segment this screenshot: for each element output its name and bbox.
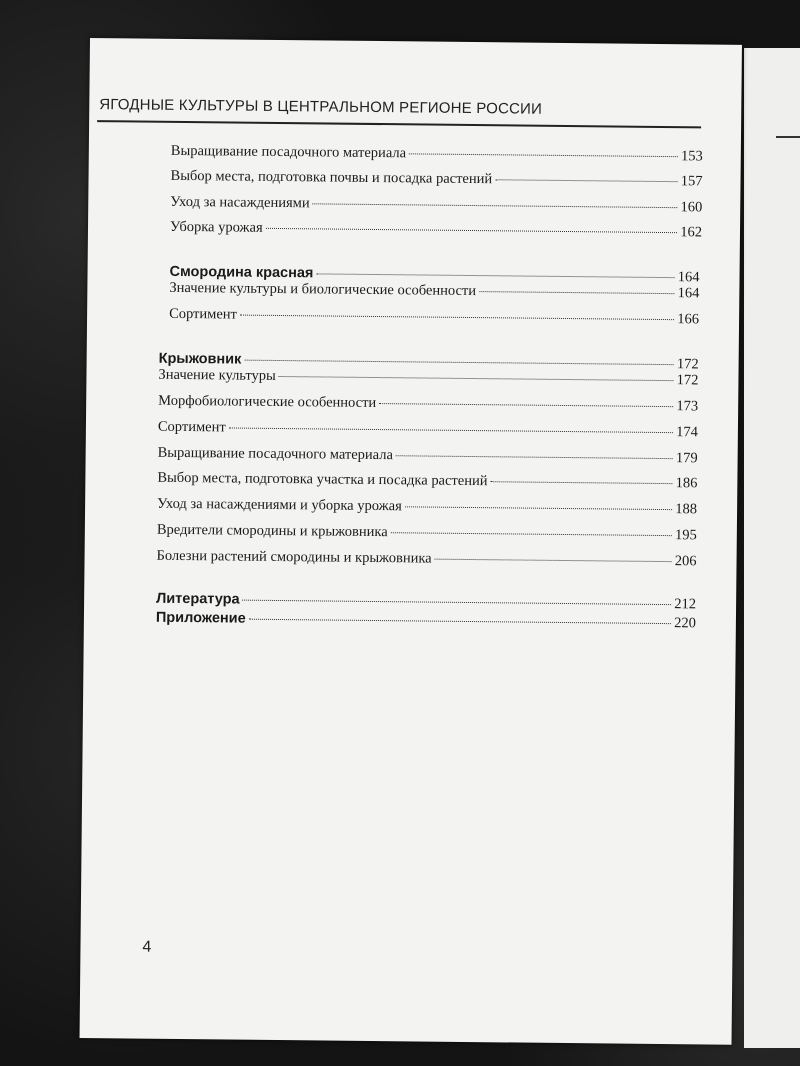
leader-dots [279,376,674,381]
toc-entry-page: 162 [680,224,703,241]
toc-entry [169,306,699,329]
toc-entry-title: Значение культуры [158,366,276,384]
leader-dots [243,600,672,605]
toc-entry-title: Уборка урожая [169,218,263,236]
running-header: ЯГОДНЫЕ КУЛЬТУРЫ В ЦЕНТРАЛЬНОМ РЕГИОНЕ РОССИИ [99,96,543,118]
toc-entry [158,419,698,442]
leader-dots [316,273,674,278]
toc-entry [156,610,696,633]
toc-entry-title: Выращивание посадочного материала [157,444,394,464]
leader-dots [405,506,673,510]
toc-entry-page: 220 [674,615,696,632]
toc-entry-title: Литература [156,590,240,608]
toc-entry [156,548,696,571]
toc-entry-title: Болезни растений смородины и крыжовника [156,547,432,567]
toc-entry-title: Уход за насаждениями [170,193,310,212]
leader-dots [409,153,678,157]
leader-dots [396,455,673,459]
toc-entry-title: Сортимент [169,305,237,323]
leader-dots [229,427,673,433]
toc-entry-page: 206 [674,553,697,570]
toc-entry-title: Морфобиологические особенности [158,392,377,412]
facing-page-edge [744,48,800,1048]
toc-entry-title: Выбор места, подготовка почвы и посадка растений [170,167,493,188]
toc-entry-title: Выращивание посадочного материала [170,142,407,162]
book-page [80,38,742,1045]
leader-dots [266,228,678,233]
leader-dots [491,481,673,484]
toc-entry-page: 188 [675,501,698,518]
toc-entry-title: Уход за насаждениями и уборка урожая [157,495,402,515]
toc-entry-title: Приложение [155,609,246,627]
leader-dots [249,619,671,624]
toc-entry [158,393,698,416]
toc-entry [158,445,698,468]
toc-entry-page: 166 [677,311,700,328]
toc-entry-page: 157 [680,173,703,190]
toc-entry-page: 172 [676,356,699,373]
toc-entry-title: Вредители смородины и крыжовника [156,521,388,541]
toc-entry-page: 179 [675,450,698,467]
toc-entry-page: 164 [677,269,700,286]
toc-entry [157,496,697,519]
table-of-contents [80,38,742,1045]
leader-dots [391,532,672,536]
leader-dots [244,360,674,365]
leader-dots [435,559,672,562]
leader-dots [313,203,678,208]
toc-entry-page: 164 [677,285,700,302]
leader-dots [379,403,673,407]
toc-entry [170,219,702,242]
toc-entry-title: Значение культуры и биологические особенности [169,279,477,300]
toc-entry-page: 153 [680,148,703,165]
leader-dots [240,315,674,321]
toc-entry-page: 173 [676,398,699,415]
toc-entry-page: 186 [675,475,698,492]
toc-entry [171,143,703,166]
toc-entry-title: Выбор места, подготовка участка и посадка растений [157,469,488,490]
toc-entry-title: Смородина красная [169,263,314,282]
toc-entry-page: 174 [676,424,698,441]
toc-entry [157,522,697,545]
page-number: 4 [142,938,152,956]
toc-entry-page: 172 [676,372,699,389]
leader-dots [495,179,678,182]
toc-entry-page: 160 [680,199,703,216]
toc-entry-page: 195 [674,527,697,544]
toc-entry [157,470,697,493]
toc-entry [170,168,702,191]
leader-dots [479,291,675,294]
toc-entry-title: Крыжовник [158,350,242,368]
toc-entry [170,194,702,217]
toc-entry-title: Сортимент [157,418,226,436]
toc-entry-page: 212 [674,596,697,613]
